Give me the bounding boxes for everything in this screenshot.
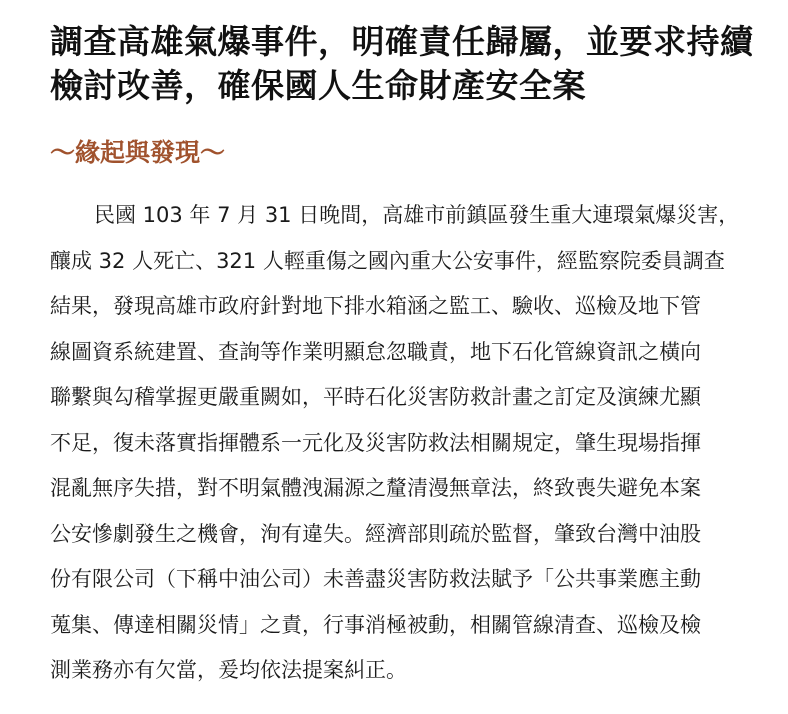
paragraph-line: 蒐集、傳達相關災情」之責，行事消極被動，相關管線清查、巡檢及檢 <box>50 612 701 637</box>
paragraph-line: 釀成 32 人死亡、321 人輕重傷之國內重大公安事件，經監察院委員調查 <box>50 248 725 273</box>
paragraph-line: 線圖資系統建置、查詢等作業明顯怠忽職責，地下石化管線資訊之橫向 <box>50 339 701 364</box>
paragraph-line: 結果，發現高雄市政府針對地下排水箱涵之監工、驗收、巡檢及地下管 <box>50 294 701 318</box>
paragraph-line: 民國 103 年 7 月 31 日晚間，高雄市前鎮區發生重大連環氣爆災害， <box>94 203 740 227</box>
paragraph-line: 份有限公司（下稱中油公司）未善盡災害防救法賦予「公共事業應主動 <box>50 567 701 591</box>
document-title <box>50 20 770 108</box>
paragraph-line: 聯繫與勾稽掌握更嚴重闕如，平時石化災害防救計畫之訂定及演練尤顯 <box>50 385 701 409</box>
section-heading: ～緣起與發現～ <box>50 138 226 167</box>
paragraph-line: 測業務亦有欠當，爰均依法提案糾正。 <box>50 658 407 682</box>
title-line: 調查高雄氣爆事件，明確責任歸屬，並要求持續 <box>50 22 754 61</box>
title-line: 檢討改善，確保國人生命財產安全案 <box>50 66 586 105</box>
paragraph-line: 公安慘劇發生之機會，洵有違失。經濟部則疏於監督，肇致台灣中油股 <box>50 521 701 546</box>
paragraph-line: 混亂無序失措，對不明氣體洩漏源之釐清漫無章法，終致喪失避免本案 <box>50 476 701 500</box>
paragraph-line: 不足，復未落實指揮體系一元化及災害防救法相關規定，肇生現場指揮 <box>50 430 701 455</box>
body-paragraph <box>50 193 760 694</box>
